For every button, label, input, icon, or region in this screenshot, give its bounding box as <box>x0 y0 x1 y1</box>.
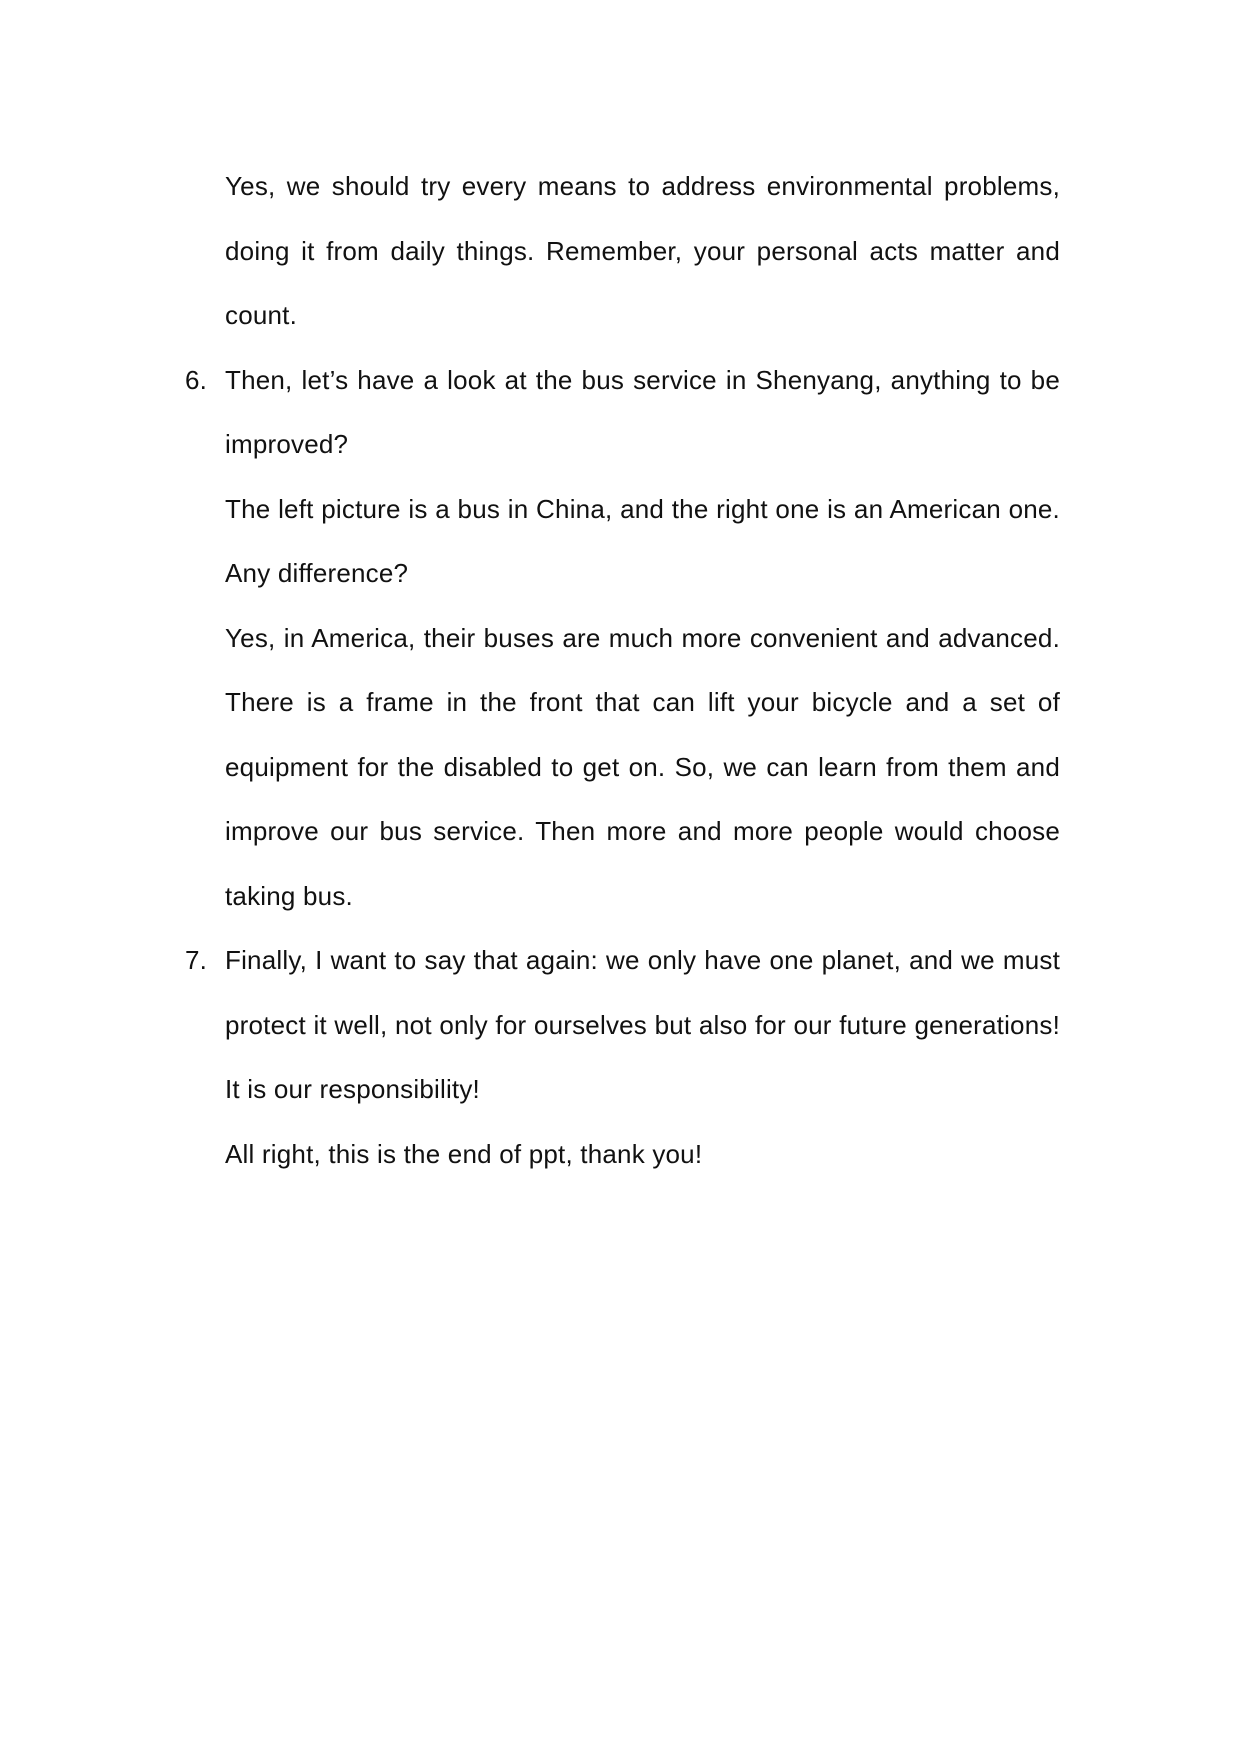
paragraph-bus-comparison <box>185 477 1060 606</box>
paragraph-text: Finally, I want to say that again: we only have one planet, and we must protect it well, not only for ourselves but also for our future generations! It is our responsibility! <box>225 945 1060 1104</box>
list-number: 7. <box>185 945 208 975</box>
list-item-6 <box>185 348 1060 477</box>
document-body <box>185 154 1060 1186</box>
paragraph-text: All right, this is the end of ppt, thank you! <box>225 1138 703 1169</box>
paragraph-american-buses <box>185 606 1060 929</box>
paragraph-environment-conclusion <box>185 154 1060 348</box>
list-number: 6. <box>185 364 208 395</box>
paragraph-text: Then, let’s have a look at the bus service in Shenyang, anything to be improved? <box>225 364 1060 459</box>
paragraph-text: The left picture is a bus in China, and the right one is an American one. Any difference? <box>225 493 1060 588</box>
paragraph-closing <box>185 1122 1060 1187</box>
paragraph-text: Yes, in America, their buses are much more convenient and advanced. There is a frame in the front that can lift your bicycle and a set of equipment for the disabled to get on. So, we can learn from them and improve our bus service. Then more and more people would choose taking bus. <box>225 622 1060 911</box>
list-item-7 <box>185 928 1060 1122</box>
paragraph-text: Yes, we should try every means to address environmental problems, doing it from daily things. Remember, your personal acts matter and count. <box>225 171 1060 330</box>
